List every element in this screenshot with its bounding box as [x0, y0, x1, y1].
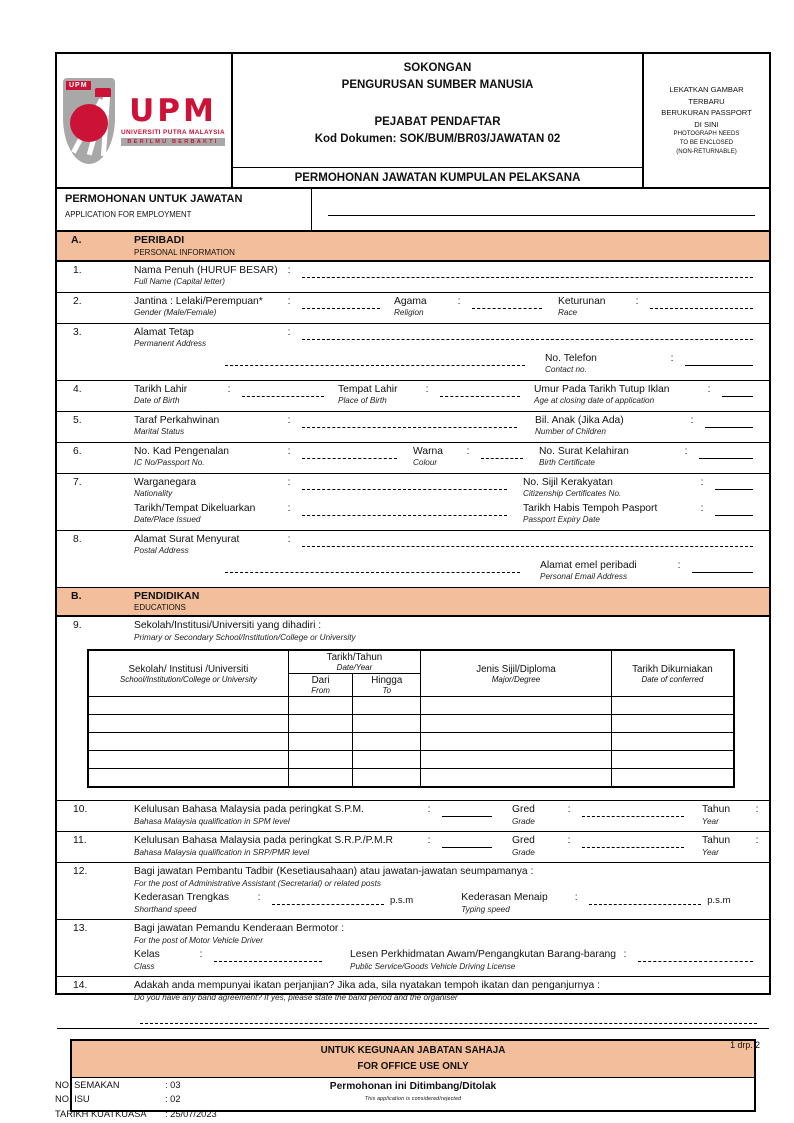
- item-number: 4.: [73, 383, 82, 395]
- book-icon: [95, 88, 111, 97]
- field-line-phone[interactable]: [685, 353, 753, 366]
- label-age-at-closing-en: Age at closing date of application: [534, 395, 655, 405]
- education-table-cell[interactable]: [88, 751, 288, 769]
- education-table-cell[interactable]: [288, 733, 353, 751]
- field-line-post-applied[interactable]: [328, 215, 755, 216]
- upm-logo-motto: BERILMU BERBAKTI: [121, 138, 225, 146]
- label-birth-certificate-en: Birth Certificate: [539, 457, 595, 467]
- section-b-label: B.: [71, 589, 82, 602]
- footer-label-effective-date: TARIKH KUATKUASA: [55, 1108, 147, 1119]
- office-decision: Permohonan ini Ditimbang/Ditolak: [329, 1080, 497, 1092]
- label-grade-en: Grade: [512, 816, 535, 826]
- label-psv-license: Lesen Perkhidmatan Awam/Pengangkutan Barang-barang: [350, 949, 616, 961]
- label-gender-en: Gender (Male/Female): [134, 307, 217, 317]
- label-race-en: Race: [558, 307, 578, 317]
- label-psv-license-en: Public Service/Goods Vehicle Driving License: [350, 961, 516, 971]
- form-header: [57, 54, 769, 189]
- edu-col-dateyear: Tarikh/Tahun: [326, 652, 383, 664]
- label-race: Keturunan: [558, 295, 606, 307]
- photo-paste-box[interactable]: [642, 54, 769, 187]
- label-personal-email: Alamat emel peribadi: [540, 559, 637, 571]
- label-birth-certificate: No. Surat Kelahiran: [539, 445, 629, 457]
- upm-logo-letters: UPM: [129, 92, 217, 129]
- field-line-srp-grade[interactable]: [582, 835, 684, 848]
- photo-box-line-en: TO BE ENCLOSED: [679, 138, 734, 146]
- item-number: 1.: [73, 264, 82, 276]
- education-table-cell[interactable]: [353, 697, 421, 715]
- office-title-my: UNTUK KEGUNAAN JABATAN SAHAJA: [320, 1045, 506, 1057]
- label-class-en: Class: [134, 961, 155, 971]
- label-year: Tahun: [702, 804, 731, 816]
- item-number: 10.: [73, 804, 88, 816]
- item-number: 2.: [73, 295, 82, 307]
- education-table-cell[interactable]: [88, 733, 288, 751]
- photo-box-line: TERBARU: [688, 96, 725, 106]
- header-line-psm: PENGURUSAN SUMBER MANUSIA: [341, 78, 534, 91]
- label-bond: Adakah anda mempunyai ikatan perjanjian? Jika ada, sila nyatakan tempoh ikatan dan penganjurnya :: [134, 980, 600, 992]
- label-colour: Warna: [413, 445, 443, 457]
- colon: [252, 892, 266, 903]
- edu-col-to: Hingga: [371, 675, 403, 687]
- unit-psm: p.s.m: [707, 895, 731, 907]
- edu-col-conferred: Tarikh Dikurniakan: [632, 663, 713, 675]
- colon: [750, 835, 764, 846]
- footer-label-revision: NO. SEMAKAN: [55, 1080, 120, 1090]
- label-driver-post-en: For the post of Motor Vehicle Driver: [134, 935, 263, 945]
- education-table-cell[interactable]: [611, 697, 734, 715]
- label-passport-expiry: Tarikh Habis Tempoh Pasport: [523, 502, 658, 514]
- item-number: 3.: [73, 326, 82, 338]
- section-a-subtitle: PERSONAL INFORMATION: [134, 247, 235, 257]
- edu-col-school-en: School/Institution/College or University: [119, 674, 257, 684]
- field-line-spm-grade[interactable]: [582, 804, 684, 817]
- section-a-title: PERIBADI: [134, 234, 185, 246]
- item-number: 9.: [73, 620, 82, 632]
- edu-col-to-en: To: [382, 686, 392, 696]
- edu-col-from-en: From: [311, 686, 330, 696]
- education-table-row: [88, 715, 734, 733]
- field-line-typing-speed[interactable]: [589, 892, 701, 905]
- photo-box-line-en: (NON-RETURNABLE): [676, 147, 737, 155]
- colon: [420, 384, 434, 395]
- education-table-row: [88, 751, 734, 769]
- item-number: 12.: [73, 866, 88, 878]
- footer-value-effective-date: : 25/07/2023: [165, 1108, 217, 1119]
- education-table: [87, 649, 735, 788]
- label-year: Tahun: [702, 835, 731, 847]
- label-typing-speed-en: Typing speed: [461, 904, 510, 914]
- item-number: 14.: [73, 980, 88, 992]
- label-grade-en: Grade: [512, 847, 535, 857]
- label-children: Bil. Anak (Jika Ada): [535, 414, 624, 426]
- page-number: 1 drp. 2: [730, 1040, 760, 1050]
- label-ic-no: No. Kad Pengenalan: [134, 445, 230, 457]
- label-religion-en: Religion: [394, 307, 424, 317]
- colon: [672, 560, 686, 571]
- edu-col-major-en: Major/Degree: [491, 674, 541, 684]
- colon: [679, 446, 693, 457]
- label-dob-en: Date of Birth: [134, 395, 180, 405]
- colon: [562, 835, 576, 846]
- field-line-shorthand-speed[interactable]: [272, 892, 384, 905]
- label-grade: Gred: [512, 835, 535, 847]
- colon: [282, 327, 296, 338]
- field-line-postal-address-1[interactable]: [302, 534, 753, 547]
- field-line-marital-status[interactable]: [302, 415, 517, 428]
- edu-col-conferred-en: Date of conferred: [641, 674, 704, 684]
- field-line-spm-result[interactable]: [442, 804, 492, 817]
- label-religion: Agama: [394, 295, 427, 307]
- field-line-age[interactable]: [722, 384, 753, 397]
- education-table-cell[interactable]: [353, 733, 421, 751]
- item-3-permanent-address: [57, 324, 769, 381]
- field-line-license-class[interactable]: [214, 949, 322, 962]
- photo-box-line-en: PHOTOGRAPH NEEDS: [673, 130, 740, 138]
- unit-psm: p.s.m: [390, 895, 414, 907]
- label-citizenship-cert-en: Citizenship Certificates No.: [523, 488, 622, 498]
- header-line-pejabat: PEJABAT PENDAFTAR: [374, 116, 501, 129]
- label-marital-status: Taraf Perkahwinan: [134, 414, 220, 426]
- label-phone-en: Contact no.: [545, 364, 587, 374]
- colon: [282, 296, 296, 307]
- education-table-cell[interactable]: [353, 769, 421, 788]
- label-class: Kelas: [134, 949, 160, 961]
- colon: [569, 892, 583, 903]
- education-table-cell[interactable]: [421, 751, 612, 769]
- label-phone: No. Telefon: [545, 352, 597, 364]
- label-full-name-en: Full Name (Capital letter): [134, 276, 225, 286]
- label-date-place-issued: Tarikh/Tempat Dikeluarkan: [134, 502, 256, 514]
- item-2-gender: [57, 293, 769, 324]
- item-number: 11.: [73, 835, 87, 847]
- education-table-cell[interactable]: [353, 751, 421, 769]
- colon: [702, 384, 716, 395]
- colon: [695, 503, 709, 514]
- colon: [630, 296, 644, 307]
- label-bm-srp-en: Bahasa Malaysia qualification in SRP/PMR level: [134, 847, 310, 857]
- form-title: PERMOHONAN JAWATAN KUMPULAN PELAKSANA: [233, 167, 642, 187]
- label-postal-address-en: Postal Address: [134, 545, 189, 555]
- education-table-cell[interactable]: [288, 697, 353, 715]
- education-table-cell[interactable]: [611, 769, 734, 788]
- field-line-children[interactable]: [705, 415, 753, 428]
- field-line-psv-license[interactable]: [638, 949, 753, 962]
- field-line-birth-certificate[interactable]: [699, 446, 753, 459]
- upm-logo-university-name: UNIVERSITI PUTRA MALAYSIA: [121, 128, 225, 136]
- colon: [562, 804, 576, 815]
- label-full-name: Nama Penuh (HURUF BESAR): [134, 264, 278, 276]
- edu-col-school: Sekolah/ Institusi /Universiti: [128, 663, 249, 675]
- label-admin-post: Bagi jawatan Pembantu Tadbir (Kesetiausahaan) atau jawatan-jawatan seumpamanya :: [134, 866, 534, 878]
- item-number: 13.: [73, 923, 88, 935]
- label-place-of-birth-en: Place of Birth: [338, 395, 387, 405]
- label-typing-speed: Kederasan Menaip: [461, 892, 548, 904]
- label-admin-post-en: For the post of Administrative Assistant (Secretarial) or related posts: [134, 878, 381, 888]
- label-children-en: Number of Children: [535, 426, 606, 436]
- colon: [750, 804, 764, 815]
- item-7-nationality: [57, 474, 769, 531]
- section-b-header: [57, 588, 769, 618]
- label-date-place-issued-en: Date/Place Issued: [134, 514, 201, 524]
- label-postal-address: Alamat Surat Menyurat: [134, 533, 240, 545]
- field-line-address-1[interactable]: [302, 327, 753, 340]
- upm-shield-icon: [63, 78, 115, 164]
- item-number: 8.: [73, 533, 82, 545]
- upm-logo-text: [121, 92, 225, 146]
- colon: [452, 296, 466, 307]
- education-table-cell[interactable]: [88, 715, 288, 733]
- label-bm-srp: Kelulusan Bahasa Malaysia pada peringkat S.R.P./P.M.R: [134, 835, 393, 847]
- item-10-bm-spm: [57, 801, 769, 832]
- field-line-bond-details[interactable]: [140, 1011, 757, 1024]
- field-line-postal-address-2[interactable]: [225, 560, 520, 573]
- colon: [422, 804, 436, 815]
- field-line-colour[interactable]: [481, 446, 523, 459]
- education-table-row: [88, 733, 734, 751]
- edu-col-from: Dari: [311, 675, 330, 687]
- apply-title: PERMOHONAN UNTUK JAWATAN: [65, 193, 243, 205]
- field-line-gender[interactable]: [302, 296, 380, 309]
- field-line-nationality[interactable]: [302, 477, 507, 490]
- field-line-address-2[interactable]: [225, 353, 525, 366]
- item-number: 7.: [73, 476, 82, 488]
- edu-col-dateyear-en: Date/Year: [336, 663, 373, 673]
- field-line-dob[interactable]: [242, 384, 324, 397]
- section-b-subtitle: EDUCATIONS: [134, 603, 186, 613]
- colon: [282, 477, 296, 488]
- label-permanent-address-en: Permanent Address: [134, 338, 207, 348]
- apply-subtitle: APPLICATION FOR EMPLOYMENT: [65, 210, 192, 219]
- education-table-row: [88, 769, 734, 788]
- item-14-bond-agreement: [57, 977, 769, 1029]
- field-line-ic-no[interactable]: [302, 446, 397, 459]
- label-dob: Tarikh Lahir: [134, 383, 188, 395]
- field-line-race[interactable]: [650, 296, 753, 309]
- education-table-row: [88, 697, 734, 715]
- item-number: 5.: [73, 414, 82, 426]
- field-line-full-name[interactable]: [302, 265, 753, 278]
- document-control-footer: [55, 1078, 217, 1121]
- section-a-header: [57, 230, 769, 262]
- education-table-cell[interactable]: [421, 697, 612, 715]
- label-colour-en: Colour: [413, 457, 438, 467]
- education-table-cell[interactable]: [88, 697, 288, 715]
- education-table-cell[interactable]: [421, 733, 612, 751]
- label-year-en: Year: [702, 847, 719, 857]
- section-a-label: A.: [71, 234, 82, 246]
- field-line-srp-result[interactable]: [442, 835, 492, 848]
- item-9-education: [57, 617, 769, 801]
- education-table-cell[interactable]: [421, 715, 612, 733]
- item-12-admin-assistant: [57, 863, 769, 920]
- education-table-cell[interactable]: [611, 751, 734, 769]
- colon: [222, 384, 236, 395]
- label-passport-expiry-en: Passport Expiry Date: [523, 514, 600, 524]
- field-line-passport-expiry[interactable]: [715, 503, 753, 516]
- edu-col-major: Jenis Sijil/Diploma: [476, 663, 556, 675]
- education-table-cell[interactable]: [421, 769, 612, 788]
- field-line-personal-email[interactable]: [692, 560, 753, 573]
- label-bond-en: Do you have any band agreement? If yes, please state the band period and the organiser: [134, 992, 458, 1002]
- colon: [282, 503, 296, 514]
- colon: [194, 949, 208, 960]
- education-table-cell[interactable]: [611, 733, 734, 751]
- field-line-place-of-birth[interactable]: [440, 384, 520, 397]
- label-schools-attended-en: Primary or Secondary School/Institution/College or University: [134, 632, 356, 642]
- colon: [618, 949, 632, 960]
- field-line-date-place-issued[interactable]: [302, 503, 507, 516]
- photo-box-line: DI SINI: [694, 119, 719, 129]
- education-table-cell[interactable]: [353, 715, 421, 733]
- office-decision-en: This application is considered/rejected: [364, 1095, 462, 1102]
- header-line-kod-dokumen: Kod Dokumen: SOK/BUM/BR03/JAWATAN 02: [314, 133, 561, 146]
- upm-shield-tag: UPM: [66, 81, 91, 90]
- colon: [282, 446, 296, 457]
- label-grade: Gred: [512, 804, 535, 816]
- label-ic-no-en: IC No/Passport No.: [134, 457, 205, 467]
- header-line-sokongan: SOKONGAN: [403, 62, 472, 74]
- colon: [282, 415, 296, 426]
- office-title-en: FOR OFFICE USE ONLY: [357, 1060, 469, 1072]
- section-b-title: PENDIDIKAN: [134, 589, 200, 602]
- footer-value-issue: : 02: [165, 1094, 181, 1105]
- photo-box-line: LEKATKAN GAMBAR: [669, 85, 744, 95]
- colon: [695, 477, 709, 488]
- label-shorthand-speed-en: Shorthand speed: [134, 904, 197, 914]
- label-personal-email-en: Personal Email Address: [540, 571, 628, 581]
- label-driver-post: Bagi jawatan Pemandu Kenderaan Bermotor :: [134, 923, 345, 935]
- label-citizenship-cert: No. Sijil Kerakyatan: [523, 476, 613, 488]
- education-table-cell[interactable]: [288, 751, 353, 769]
- label-year-en: Year: [702, 816, 719, 826]
- item-8-postal-address: [57, 531, 769, 588]
- footer-label-issue: NO. ISU: [55, 1094, 90, 1105]
- colon: [422, 835, 436, 846]
- education-table-cell[interactable]: [288, 715, 353, 733]
- photo-box-line: BERUKURAN PASSPORT: [661, 108, 752, 118]
- label-schools-attended: Sekolah/Institusi/Universiti yang dihadiri :: [134, 620, 322, 632]
- item-number: 6.: [73, 445, 82, 457]
- label-place-of-birth: Tempat Lahir: [338, 383, 398, 395]
- item-4-date-of-birth: [57, 381, 769, 412]
- label-nationality-en: Nationality: [134, 488, 173, 498]
- field-line-religion[interactable]: [472, 296, 542, 309]
- item-1-full-name: [57, 262, 769, 293]
- label-gender: Jantina : Lelaki/Perempuan*: [134, 295, 263, 307]
- item-6-ic-number: [57, 443, 769, 474]
- item-5-marital-status: [57, 412, 769, 443]
- label-permanent-address: Alamat Tetap: [134, 326, 194, 338]
- colon: [461, 446, 475, 457]
- upm-logo: [57, 54, 233, 187]
- label-bm-spm: Kelulusan Bahasa Malaysia pada peringkat S.P.M.: [134, 804, 364, 816]
- label-age-at-closing: Umur Pada Tarikh Tutup Iklan: [534, 383, 670, 395]
- colon: [665, 353, 679, 364]
- label-nationality: Warganegara: [134, 476, 197, 488]
- education-table-cell[interactable]: [88, 769, 288, 788]
- education-table-cell[interactable]: [288, 769, 353, 788]
- colon: [282, 265, 296, 276]
- label-bm-spm-en: Bahasa Malaysia qualification in SPM level: [134, 816, 290, 826]
- colon: [685, 415, 699, 426]
- education-table-cell[interactable]: [611, 715, 734, 733]
- footer-value-revision: : 03: [165, 1080, 181, 1090]
- label-shorthand-speed: Kederasan Trengkas: [134, 892, 230, 904]
- apply-for-post-row: [57, 189, 769, 230]
- item-11-bm-srp: [57, 832, 769, 863]
- label-marital-status-en: Marital Status: [134, 426, 185, 436]
- item-13-motor-driver: [57, 920, 769, 977]
- header-center: [233, 54, 642, 187]
- colon: [282, 534, 296, 545]
- field-line-citizenship-cert[interactable]: [715, 477, 753, 490]
